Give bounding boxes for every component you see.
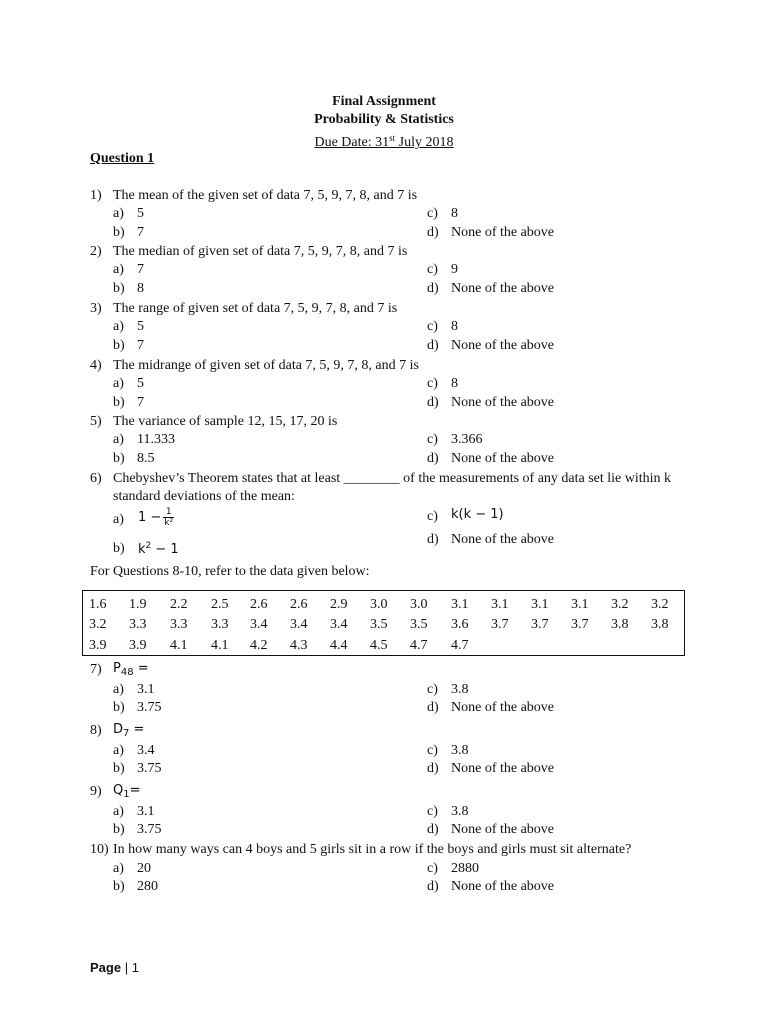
question-formula: $D_7$ = xyxy=(113,722,145,739)
option-label-d: d) xyxy=(427,281,439,296)
option-label-c: c) xyxy=(427,804,438,819)
option-d-text: None of the above xyxy=(451,822,555,837)
option-label-b: b) xyxy=(113,879,125,894)
option-label-b: b) xyxy=(113,761,125,776)
data-cell: 1.6 xyxy=(89,597,107,612)
data-cell: 3.8 xyxy=(611,617,629,632)
option-label-c: c) xyxy=(427,319,438,334)
option-a-text: 7 xyxy=(137,262,144,277)
option-b-text: 7 xyxy=(137,338,144,353)
option-label-d: d) xyxy=(427,761,439,776)
data-cell: 3.3 xyxy=(211,617,229,632)
data-cell: 3.5 xyxy=(410,617,428,632)
question-text: The midrange of given set of data 7, 5, 9, 7, 8, and 7 is xyxy=(113,358,419,373)
option-c-text: 8 xyxy=(451,319,458,334)
data-cell: 4.5 xyxy=(370,638,388,653)
option-d-text: None of the above xyxy=(451,338,555,353)
data-cell: 3.5 xyxy=(370,617,388,632)
option-b-text: 8.5 xyxy=(137,451,155,466)
option-b-text: 3.75 xyxy=(137,761,162,776)
option-c-text: 9 xyxy=(451,262,458,277)
data-cell: 3.1 xyxy=(531,597,549,612)
option-d-text: None of the above xyxy=(451,700,555,715)
option-label-c: c) xyxy=(427,743,438,758)
option-label-b: b) xyxy=(113,451,125,466)
data-cell: 1.9 xyxy=(129,597,147,612)
option-d-text: None of the above xyxy=(451,281,555,296)
option-label-c: c) xyxy=(427,262,438,277)
option-b-formula: $k^2 - 1$ xyxy=(138,541,179,557)
option-d-text: None of the above xyxy=(451,761,555,776)
assignment-title: Final Assignment xyxy=(332,94,436,109)
data-cell: 2.9 xyxy=(330,597,348,612)
data-cell: 2.2 xyxy=(170,597,188,612)
option-label-d: d) xyxy=(427,395,439,410)
option-c-text: 3.8 xyxy=(451,743,469,758)
option-a-text: 20 xyxy=(137,861,151,876)
option-b-text: 280 xyxy=(137,879,158,894)
data-cell: 3.3 xyxy=(170,617,188,632)
option-label-a: a) xyxy=(113,319,124,334)
data-cell: 3.0 xyxy=(370,597,388,612)
option-label-d: d) xyxy=(427,879,439,894)
data-cell: 4.1 xyxy=(170,638,188,653)
data-cell: 3.2 xyxy=(89,617,107,632)
due-date: Due Date: 31st July 2018 xyxy=(314,133,454,150)
option-label-b: b) xyxy=(113,225,125,240)
question-number: 1) xyxy=(90,188,102,203)
option-c-text: 3.366 xyxy=(451,432,483,447)
option-label-c: c) xyxy=(427,861,438,876)
option-c-text: 3.8 xyxy=(451,682,469,697)
option-label-c: c) xyxy=(427,376,438,391)
option-d-text: None of the above xyxy=(451,532,555,547)
option-b-text: 7 xyxy=(137,225,144,240)
option-label-a: a) xyxy=(113,743,124,758)
question-number: 9) xyxy=(90,784,102,799)
option-label-b: b) xyxy=(113,338,125,353)
data-cell: 3.8 xyxy=(651,617,669,632)
option-a-text: 3.1 xyxy=(137,682,155,697)
option-label-c: c) xyxy=(427,682,438,697)
option-a-text: 3.4 xyxy=(137,743,155,758)
question-formula: $P_{48}$ = xyxy=(113,661,149,678)
question-text: In how many ways can 4 boys and 5 girls sit in a row if the boys and girls must sit alternate? xyxy=(113,842,632,857)
question-formula: $Q_1=$ xyxy=(113,783,141,800)
option-label-c: c) xyxy=(427,432,438,447)
section-heading: Question 1 xyxy=(90,151,155,166)
data-cell: 3.9 xyxy=(129,638,147,653)
data-cell: 2.6 xyxy=(250,597,268,612)
data-cell: 4.7 xyxy=(451,638,469,653)
option-a-text: 5 xyxy=(137,376,144,391)
data-cell: 3.0 xyxy=(410,597,428,612)
question-text: Chebyshev’s Theorem states that at least ________ of the measurements of any data set lie within k xyxy=(113,471,672,486)
option-a-text: 5 xyxy=(137,206,144,221)
option-b-text: 7 xyxy=(137,395,144,410)
data-cell: 3.6 xyxy=(451,617,469,632)
option-label-c: c) xyxy=(427,509,438,524)
option-label-d: d) xyxy=(427,700,439,715)
data-cell: 3.7 xyxy=(531,617,549,632)
data-cell: 3.3 xyxy=(129,617,147,632)
option-a-text: 3.1 xyxy=(137,804,155,819)
option-b-text: 3.75 xyxy=(137,822,162,837)
question-text: The variance of sample 12, 15, 17, 20 is xyxy=(113,414,338,429)
option-a-text: 5 xyxy=(137,319,144,334)
data-cell: 3.2 xyxy=(651,597,669,612)
option-c-text: 8 xyxy=(451,376,458,391)
option-label-c: c) xyxy=(427,206,438,221)
option-label-d: d) xyxy=(427,225,439,240)
option-label-a: a) xyxy=(113,376,124,391)
question-number: 2) xyxy=(90,244,102,259)
question-number: 4) xyxy=(90,358,102,373)
option-label-b: b) xyxy=(113,700,125,715)
option-b-text: 8 xyxy=(137,281,144,296)
option-label-a: a) xyxy=(113,206,124,221)
option-label-d: d) xyxy=(427,451,439,466)
option-label-a: a) xyxy=(113,262,124,277)
question-text-cont: standard deviations of the mean: xyxy=(113,489,295,504)
question-text: The median of given set of data 7, 5, 9, 7, 8, and 7 is xyxy=(113,244,408,259)
question-text: The range of given set of data 7, 5, 9, 7, 8, and 7 is xyxy=(113,301,398,316)
question-number: 3) xyxy=(90,301,102,316)
option-d-text: None of the above xyxy=(451,879,555,894)
question-number: 6) xyxy=(90,471,102,486)
data-cell: 4.2 xyxy=(250,638,268,653)
option-label-b: b) xyxy=(113,281,125,296)
question-text: The mean of the given set of data 7, 5, 9, 7, 8, and 7 is xyxy=(113,188,418,203)
data-cell: 3.2 xyxy=(611,597,629,612)
option-label-b: b) xyxy=(113,541,125,556)
option-label-d: d) xyxy=(427,532,439,547)
data-cell: 3.4 xyxy=(330,617,348,632)
question-number: 5) xyxy=(90,414,102,429)
data-cell: 4.1 xyxy=(211,638,229,653)
data-cell: 2.6 xyxy=(290,597,308,612)
option-label-a: a) xyxy=(113,432,124,447)
data-cell: 3.9 xyxy=(89,638,107,653)
option-c-text: 8 xyxy=(451,206,458,221)
option-label-a: a) xyxy=(113,682,124,697)
data-table xyxy=(82,590,685,656)
option-d-text: None of the above xyxy=(451,225,555,240)
page-footer: Page | 1 xyxy=(90,960,139,975)
option-label-a: a) xyxy=(113,512,124,527)
option-label-d: d) xyxy=(427,338,439,353)
option-b-text: 3.75 xyxy=(137,700,162,715)
option-d-text: None of the above xyxy=(451,395,555,410)
data-cell: 4.7 xyxy=(410,638,428,653)
data-cell: 3.1 xyxy=(451,597,469,612)
option-a-text: 11.333 xyxy=(137,432,175,447)
option-c-text: 2880 xyxy=(451,861,479,876)
option-c-formula: k(k − 1) xyxy=(451,507,504,522)
data-cell: 4.4 xyxy=(330,638,348,653)
option-a-formula: 1 − $\frac{1}{\text{k²}}$ xyxy=(138,507,174,528)
data-cell: 4.3 xyxy=(290,638,308,653)
data-cell: 3.7 xyxy=(491,617,509,632)
data-cell: 2.5 xyxy=(211,597,229,612)
data-cell: 3.1 xyxy=(491,597,509,612)
data-cell: 3.4 xyxy=(290,617,308,632)
data-cell: 3.7 xyxy=(571,617,589,632)
question-number: 10) xyxy=(90,842,109,857)
option-label-b: b) xyxy=(113,822,125,837)
refer-text: For Questions 8-10, refer to the data given below: xyxy=(90,564,370,579)
option-label-a: a) xyxy=(113,861,124,876)
course-title: Probability & Statistics xyxy=(314,112,454,127)
option-d-text: None of the above xyxy=(451,451,555,466)
option-c-text: 3.8 xyxy=(451,804,469,819)
option-label-a: a) xyxy=(113,804,124,819)
data-cell: 3.4 xyxy=(250,617,268,632)
option-label-b: b) xyxy=(113,395,125,410)
option-label-d: d) xyxy=(427,822,439,837)
question-number: 7) xyxy=(90,662,102,677)
data-cell: 3.1 xyxy=(571,597,589,612)
question-number: 8) xyxy=(90,723,102,738)
